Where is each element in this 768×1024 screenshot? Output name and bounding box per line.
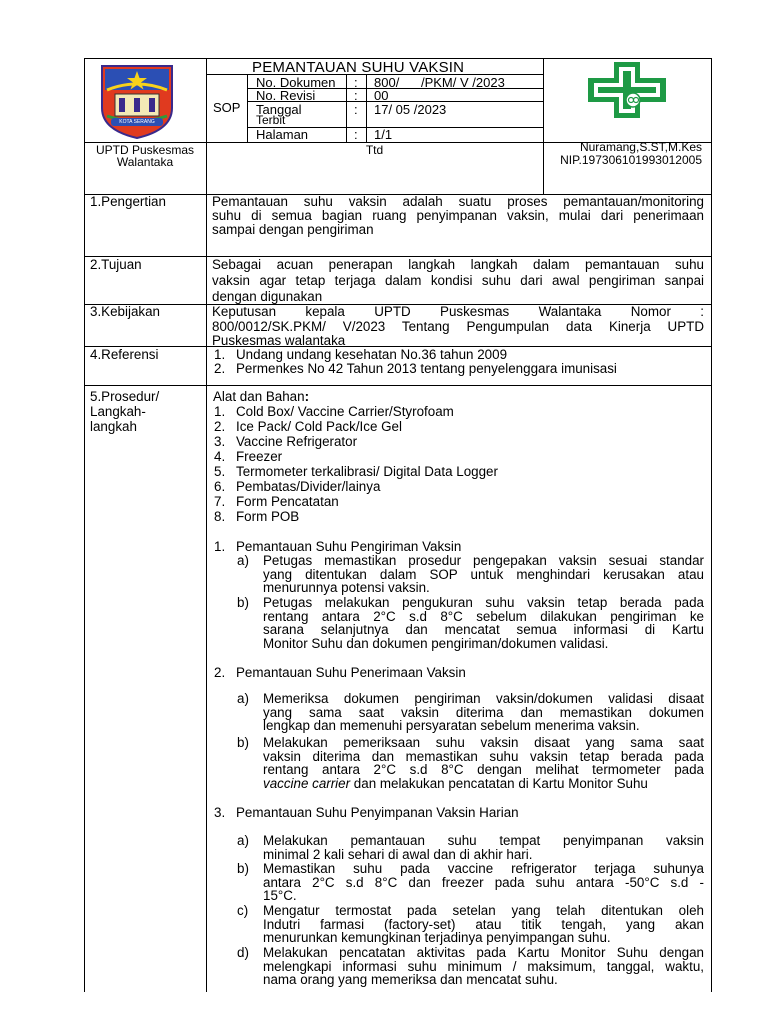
s2-item-b-line-1: Melakukan pemeriksaan suhu vaksin disaat yang sama saat xyxy=(263,735,704,750)
referensi-item-2: Permenkes No 42 Tahun 2013 tentang penyelenggara imunisasi xyxy=(236,361,617,376)
s3-item-d-line-1: Melakukan pencatatan aktivitas pada Kartu Monitor Suhu dengan xyxy=(263,945,704,960)
signer-nip: NIP.197306101993012005 xyxy=(560,153,702,167)
s1-item-a-marker: a) xyxy=(237,553,249,568)
alat-item-7-number: 7. xyxy=(214,494,226,509)
alat-item-1: Cold Box/ Vaccine Carrier/Styrofoam xyxy=(236,404,454,419)
rows-sep-divider xyxy=(366,74,367,142)
pengertian-line-2: suhu di semua bagian ruang penyimpanan vaksin, mulai dari penerimaan xyxy=(212,208,704,223)
logo-banner-text: KOTA SERANG xyxy=(119,119,155,125)
unit-name-line2: Walantaka xyxy=(116,155,174,169)
s2-item-b-line-2: vaksin diterima dan memastikan suhu vaksin tetap berada pada xyxy=(263,748,704,764)
referensi-item-2-number: 2. xyxy=(214,361,226,376)
alat-item-8-number: 8. xyxy=(214,509,226,524)
health-cross-icon xyxy=(586,60,668,120)
alat-item-5-number: 5. xyxy=(214,464,226,479)
unit-name-line1: UPTD Puskesmas xyxy=(95,143,195,157)
signer-name: Nuramang,S.ST,M.Kes xyxy=(579,140,702,154)
s1-item-a-line-1: Petugas memastikan prosedur pengepakan vaksin sesuai standar xyxy=(263,553,704,568)
s3-item-b-line-1: Memastikan suhu pada vaccine refrigerator terjaga suhunya xyxy=(263,861,704,876)
doc-number-value: 800/ /PKM/ V /2023 xyxy=(374,75,505,90)
s3-item-c-marker: c) xyxy=(237,903,249,918)
frame-right xyxy=(711,58,712,992)
city-shield-icon xyxy=(97,60,177,140)
s2-item-a-marker: a) xyxy=(237,691,249,706)
issue-date-value: 17/ 05 /2023 xyxy=(374,102,447,117)
alat-item-2: Ice Pack/ Cold Pack/Ice Gel xyxy=(236,419,402,434)
rows-label-divider xyxy=(346,74,347,142)
doc-number-label: No. Dokumen xyxy=(256,75,336,90)
s3-item-d-marker: d) xyxy=(237,945,249,960)
pengertian-line-3: sampai dengan pengiriman xyxy=(212,222,374,237)
issue-date-sep: : xyxy=(354,102,358,117)
alat-item-1-number: 1. xyxy=(214,404,226,419)
alat-item-4-number: 4. xyxy=(214,449,226,464)
s1-item-b-marker: b) xyxy=(237,595,249,610)
s3-item-c-line-3: menurunkan kemungkinan terjadinya penyimpangan suhu. xyxy=(263,930,611,946)
s2-title-number: 2. xyxy=(214,665,226,680)
s3-item-c-line-1: Mengatur termostat pada setelan yang telah ditentukan oleh xyxy=(263,903,704,918)
s1-item-a-line-3: menurunnya potensi vaksin. xyxy=(263,580,430,596)
page-sep: : xyxy=(354,127,358,142)
s2-item-b-line-3: rentang antara 2°C s.d 8°C dengan melihat termometer pada xyxy=(263,762,704,778)
section-line-5 xyxy=(84,385,712,386)
revision-value: 00 xyxy=(374,88,389,103)
alat-item-8: Form POB xyxy=(236,509,300,524)
s1-item-a-line-2: yang ditentukan dalam SOP untuk menghindari kerusakan atau xyxy=(263,566,704,582)
s3-item-b-marker: b) xyxy=(237,861,249,876)
s3-item-c-line-2: Indutri farmasi (factory-set) atau titik tengah, yang akan xyxy=(263,916,704,932)
section-label-pengertian: 1.Pengertian xyxy=(90,194,166,209)
alat-item-7: Form Pencatatan xyxy=(236,494,339,509)
issue-date-label: Tanggal xyxy=(256,102,302,117)
s2-item-a-line-3: lengkap dan memenuhi persyaratan sebelum menerima vaksin. xyxy=(263,718,640,734)
section-label-prosedur-3: langkah xyxy=(90,419,137,434)
alat-item-6-number: 6. xyxy=(214,479,226,494)
alat-item-3-number: 3. xyxy=(214,434,226,449)
doc-number-sep: : xyxy=(354,75,358,90)
line-rest: dan melakukan pencatatan di Kartu Monitor Suhu xyxy=(350,775,648,791)
kebijakan-line-2: 800/0012/SK.PKM/ V/2023 Tentang Pengumpulan data Kinerja UPTD xyxy=(212,319,704,334)
alat-item-2-number: 2. xyxy=(214,419,226,434)
s2-item-b-marker: b) xyxy=(237,735,249,750)
sop-label: SOP xyxy=(213,100,241,115)
referensi-item-1-number: 1. xyxy=(214,347,226,362)
document-title: PEMANTAUAN SUHU VAKSIN xyxy=(252,59,465,76)
s3-item-a-line-2: minimal 2 kali sehari di awal dan di akhir hari. xyxy=(263,846,533,862)
issue-date-label-2: Terbit xyxy=(256,113,286,127)
s1-title: Pemantauan Suhu Pengiriman Vaksin xyxy=(236,539,462,554)
alat-item-4: Freezer xyxy=(236,449,283,464)
s3-item-d-line-2: melengkapi informasi suhu minimum / maksimum, tanggal, waktu, xyxy=(263,958,704,974)
s3-title-number: 3. xyxy=(214,805,226,820)
s1-item-b-line-1: Petugas melakukan pengukuran suhu vaksin tetap berada pada xyxy=(263,595,704,610)
tujuan-line-3: dengan digunakan xyxy=(212,289,323,304)
revision-sep: : xyxy=(354,88,358,103)
alat-title: Alat dan Bahan: xyxy=(213,389,310,404)
kebijakan-line-3: Puskesmas walantaka xyxy=(212,333,346,348)
s3-item-a-marker: a) xyxy=(237,833,249,848)
s3-item-d-line-3: nama orang yang memeriksa dan mencatat suhu. xyxy=(263,972,558,988)
kebijakan-line-1: Keputusan kepala UPTD Puskesmas Walantaka Nomor : xyxy=(212,304,704,319)
pengertian-line-1: Pemantauan suhu vaksin adalah suatu proses pemantauan/monitoring xyxy=(212,194,704,209)
header-right-divider xyxy=(543,58,544,194)
referensi-item-1: Undang undang kesehatan No.36 tahun 2009 xyxy=(236,347,508,362)
revision-label: No. Revisi xyxy=(256,88,316,103)
s1-item-b-line-4: Monitor Suhu dan dokumen pengiriman/dokumen validasi. xyxy=(263,635,609,651)
sop-divider xyxy=(247,74,248,142)
italic-term: vaccine carrier xyxy=(263,775,351,791)
alat-item-5: Termometer terkalibrasi/ Digital Data Logger xyxy=(236,464,498,479)
section-label-kebijakan: 3.Kebijakan xyxy=(90,304,160,319)
alat-item-3: Vaccine Refrigerator xyxy=(236,434,358,449)
page-label: Halaman xyxy=(256,127,309,142)
s3-item-a-line-1: Melakukan pemantauan suhu tempat penyimpanan vaksin xyxy=(263,833,704,848)
frame-left xyxy=(84,58,85,992)
s2-item-a-line-2: yang sama saat vaksin diterima dan memastikan dokumen xyxy=(263,704,704,720)
alat-item-6: Pembatas/Divider/lainya xyxy=(236,479,381,494)
s1-item-b-line-3: sarana selanjutnya dan mencatat semua informasi di Kartu xyxy=(263,622,704,638)
s3-item-b-line-3: 15°C. xyxy=(263,888,297,904)
s1-item-b-line-2: rentang antara 2°C s.d 8°C sebelum dilakukan pengiriman ke xyxy=(263,608,704,624)
s2-item-b-line-4 xyxy=(263,776,648,791)
city-logo xyxy=(97,60,177,140)
section-label-tujuan: 2.Tujuan xyxy=(90,257,142,272)
puskesmas-logo xyxy=(586,60,668,120)
section-label-referensi: 4.Referensi xyxy=(90,347,159,362)
page-value: 1/1 xyxy=(374,127,393,142)
signature-ttd: Ttd xyxy=(365,143,384,157)
section-label-prosedur-1: 5.Prosedur/ xyxy=(90,389,160,404)
label-column-divider xyxy=(206,58,207,992)
s3-item-b-line-2: antara 2°C s.d 8°C dan freezer pada suhu antara -50°C s.d - xyxy=(263,874,704,890)
s2-item-a-line-1: Memeriksa dokumen pengiriman vaksin/dokumen validasi disaat xyxy=(263,691,704,706)
s2-title: Pemantauan Suhu Penerimaan Vaksin xyxy=(236,665,466,680)
section-label-prosedur-2: Langkah- xyxy=(90,404,146,419)
tujuan-line-1: Sebagai acuan penerapan langkah langkah dalam pemantauan suhu xyxy=(212,257,704,272)
s1-title-number: 1. xyxy=(214,539,226,554)
s3-title: Pemantauan Suhu Penyimpanan Vaksin Harian xyxy=(236,805,519,820)
tujuan-line-2: vaksin agar tetap terjaga dalam kondisi suhu dari awal pengiriman sanpai xyxy=(212,273,704,288)
